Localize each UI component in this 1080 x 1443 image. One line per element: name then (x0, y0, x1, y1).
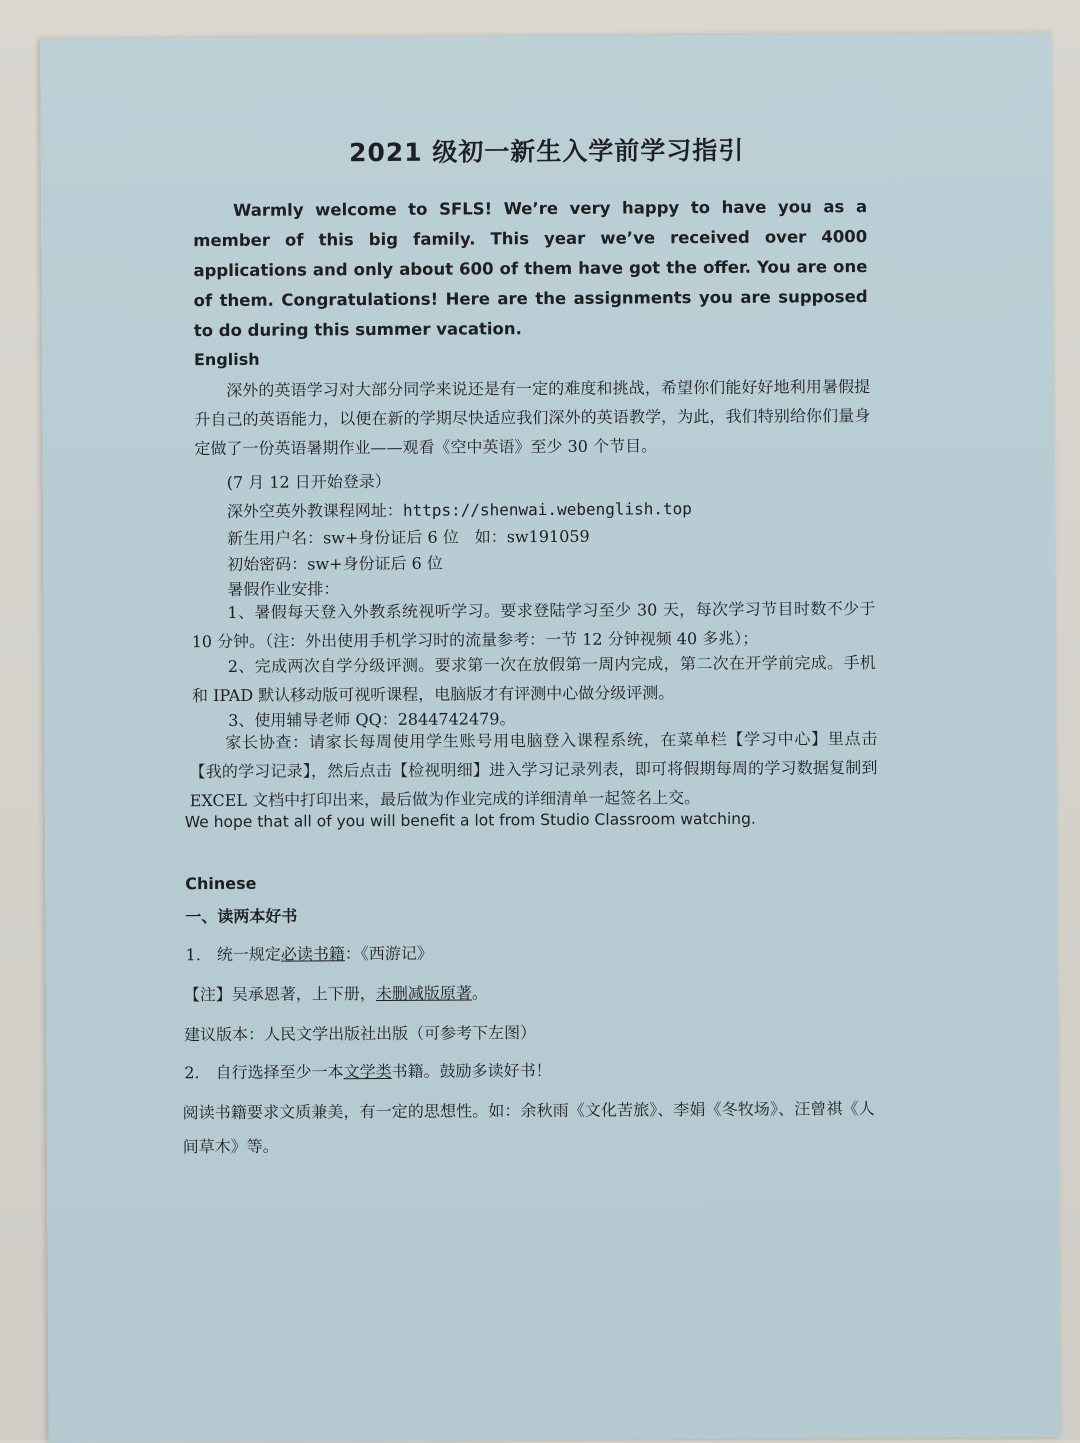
free-choice-underlined: 文学类 (343, 1061, 392, 1082)
page-content (40, 33, 1061, 1443)
required-book-title: ：《西游记》 (344, 943, 433, 964)
welcome-paragraph: Warmly welcome to SFLS! We’re very happy to have you as a member of this big family. This year we’ve received over 4000 applications and only about 600 of them have got the offer. You are one of them. Congratulations! Here are the assignments you are supposed to do during this summer vacation. (193, 197, 868, 341)
suggested-edition-line: 建议版本：人民文学出版社出版（可参考下左图） (184, 1023, 537, 1045)
required-book-label: 必读书籍 (280, 944, 345, 964)
arrangement-title: 暑假作业安排： (227, 579, 340, 599)
username-line: 新生用户名：sw+身份证后 6 位 如：sw191059 (227, 526, 590, 548)
document-page (40, 33, 1061, 1443)
document-title: 2021 级初一新生入学前学习指引 (348, 135, 745, 168)
free-choice-suffix: 书籍。鼓励多读好书！ (391, 1060, 552, 1081)
required-book-line (186, 941, 433, 966)
course-site-label: 深外空英外教课程网址： (226, 500, 403, 521)
assignment-item-1: 1、暑假每天登入外教系统视听学习。要求登陆学习至少 30 天，每次学习节目时数不少于 10 分钟。（注：外出使用手机学习时的流量参考：一节 12 分钟视频 40 多兆）； (191, 598, 876, 652)
login-start-note: (7 月 12 日开始登录） (226, 471, 391, 492)
free-choice-line (184, 1058, 551, 1083)
required-book-prefix: 1. 统一规定 (185, 944, 281, 965)
closing-hope-line: We hope that all of you will benefit a lot from Studio Classroom watching. (184, 809, 756, 832)
password-line: 初始密码：sw+身份证后 6 位 (227, 553, 443, 574)
book-note-suffix: 。 (471, 983, 488, 1003)
book-note-prefix: 【注】吴承恩著，上下册， (183, 984, 376, 1005)
course-site-line (227, 496, 692, 522)
book-note-underlined: 未删减版原著 (375, 983, 472, 1004)
read-two-books-heading: 一、读两本好书 (185, 906, 298, 927)
book-note-line (184, 980, 488, 1005)
reading-requirement-paragraph: 阅读书籍要求文质兼美，有一定的思想性。如：余秋雨《文化苦旅》、李娟《冬牧场》、汪曾祺《人间草木》等。 (182, 1099, 875, 1157)
chinese-heading: Chinese (185, 873, 257, 894)
english-heading: English (193, 349, 260, 370)
english-intro-paragraph: 深外的英语学习对大部分同学来说还是有一定的难度和挑战，希望你们能好好地利用暑假提升自己的英语能力，以便在新的学期尽快适应我们深外的英语教学，为此，我们特别给你们量身定做了一份英语暑期作业——观看《空中英语》至少 30 个节目。 (194, 377, 871, 459)
assignment-item-2: 2、完成两次自学分级评测。要求第一次在放假第一周内完成，第二次在开学前完成。手机和 IPAD 默认移动版可视听课程，电脑版才有评测中心做分级评测。 (191, 652, 876, 706)
course-site-url[interactable]: https://shenwai.webenglish.top (402, 499, 692, 520)
parent-check-paragraph: 家长协查：请家长每周使用学生账号用电脑登入课程系统，在菜单栏【学习中心】里点击【我的学习记录】，然后点击【检视明细】进入学习记录列表，即可将假期每周的学习数据复制到 EXCEL 文档中打印出来，最后做为作业完成的详细清单一起签名上交。 (189, 728, 878, 811)
assignment-item-3: 3、使用辅导老师 QQ：2844742479。 (228, 709, 516, 730)
free-choice-prefix: 2. 自行选择至少一本 (184, 1062, 344, 1083)
